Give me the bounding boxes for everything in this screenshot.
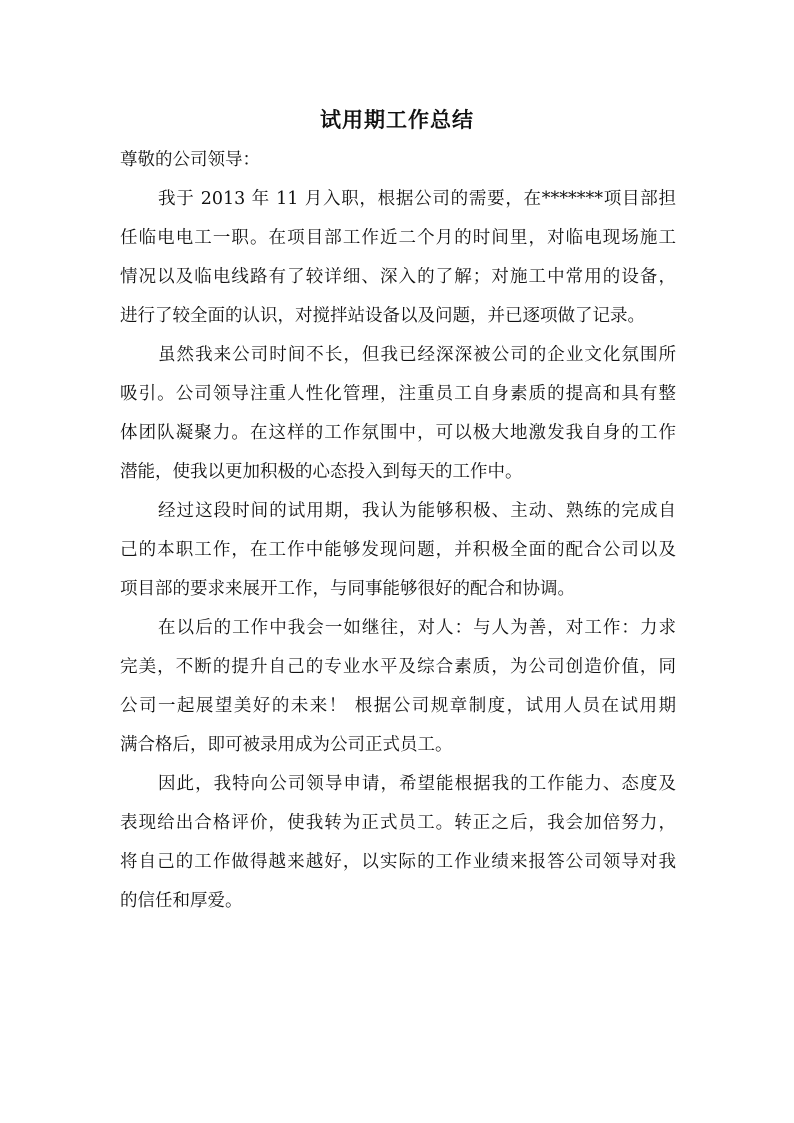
greeting: 尊敬的公司领导： <box>120 150 260 170</box>
paragraph-line: 因此，我特向公司领导申请，希望能根据我的工作能力、态度及 <box>158 774 676 794</box>
paragraph <box>120 180 676 336</box>
paragraph-line: 项目部的要求来展开工作，与同事能够很好的配合和协调。 <box>120 579 575 599</box>
paragraph-line: 的信任和厚爱。 <box>120 891 243 911</box>
paragraph <box>120 765 676 921</box>
paragraph-line: 经过这段时间的试用期，我认为能够积极、主动、熟练的完成自 <box>158 501 676 521</box>
paragraph <box>120 609 676 765</box>
paragraph-line: 情况以及临电线路有了较详细、深入的了解；对施工中常用的设备， <box>120 267 676 287</box>
paragraph-line: 公司一起展望美好的未来！ 根据公司规章制度，试用人员在试用期 <box>120 696 676 716</box>
paragraph-line: 我于 2013 年 11 月入职，根据公司的需要，在*******项目部担 <box>158 189 676 209</box>
paragraph-line: 虽然我来公司时间不长，但我已经深深被公司的企业文化氛围所 <box>158 345 676 365</box>
paragraph-line: 在以后的工作中我会一如继往，对人：与人为善，对工作：力求 <box>158 618 676 638</box>
document-title: 试用期工作总结 <box>320 107 474 132</box>
paragraph-line: 己的本职工作，在工作中能够发现问题，并积极全面的配合公司以及 <box>120 540 676 560</box>
paragraph-line: 任临电电工一职。在项目部工作近二个月的时间里，对临电现场施工 <box>120 228 676 248</box>
paragraph-line: 表现给出合格评价，使我转为正式员工。转正之后，我会加倍努力， <box>120 813 676 833</box>
document-body <box>120 141 676 921</box>
paragraph-line: 将自己的工作做得越来越好，以实际的工作业绩来报答公司领导对我 <box>120 852 676 872</box>
paragraph <box>120 336 676 492</box>
paragraph-line: 进行了较全面的认识，对搅拌站设备以及问题，并已逐项做了记录。 <box>120 306 645 326</box>
paragraph <box>120 492 676 609</box>
paragraph-line: 体团队凝聚力。在这样的工作氛围中，可以极大地激发我自身的工作 <box>120 423 676 443</box>
paragraph-line: 潜能，使我以更加积极的心态投入到每天的工作中。 <box>120 462 523 482</box>
paragraph-line: 完美，不断的提升自己的专业水平及综合素质，为公司创造价值，同 <box>120 657 676 677</box>
paragraph-line: 吸引。公司领导注重人性化管理，注重员工自身素质的提高和具有整 <box>120 384 676 404</box>
paragraph-line: 满合格后，即可被录用成为公司正式员工。 <box>120 735 453 755</box>
